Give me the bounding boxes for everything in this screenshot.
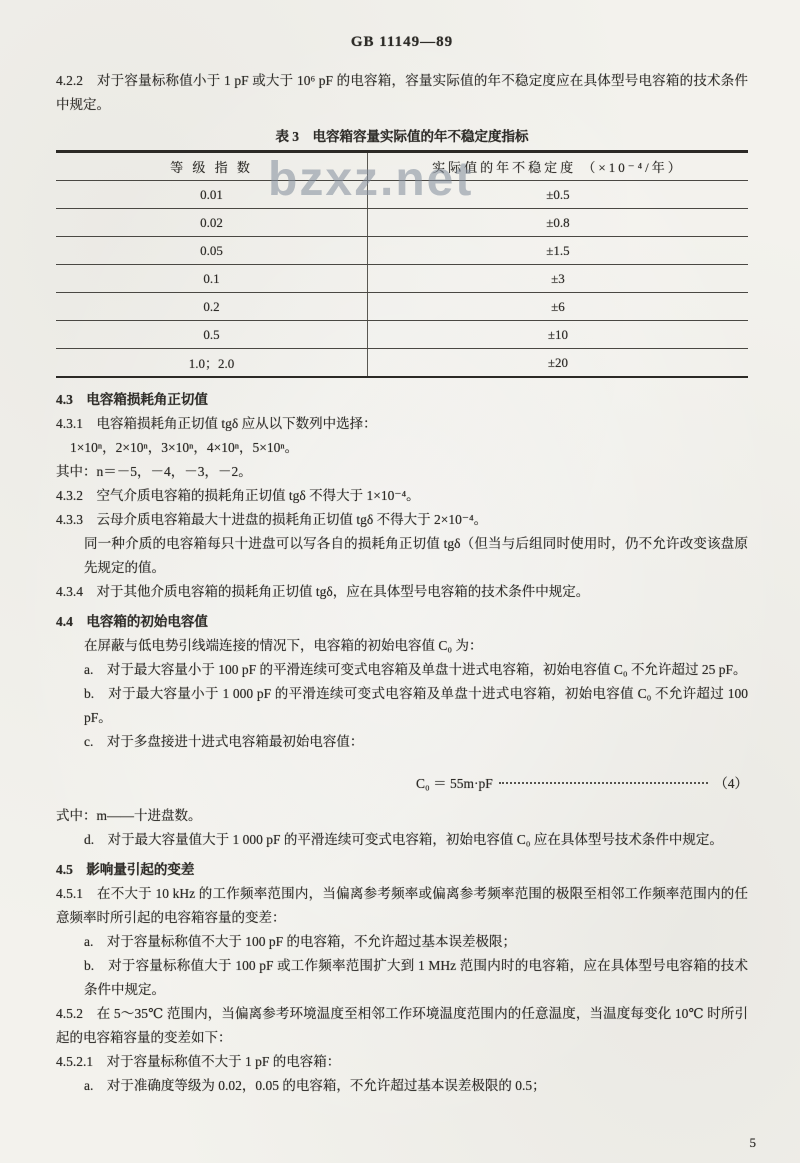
grade-cell: 0.01 [56, 181, 367, 209]
clause-4-5-1: 4.5.1 在不大于 10 kHz 的工作频率范围内，当偏离参考频率或偏离参考频率范围的极限至相邻工作频率范围内的任意频率时所引起的电容箱容量的变差： [56, 886, 748, 925]
formula-number: （4） [714, 776, 748, 791]
grade-cell: 0.02 [56, 209, 367, 237]
clause-4-2-2: 4.2.2 对于容量标称值小于 1 pF 或大于 10⁶ pF 的电容箱，容量实际值的年不稳定度应在具体型号电容箱的技术条件中规定。 [56, 73, 748, 112]
clause-4-3-3: 4.3.3 云母介质电容箱最大十进盘的损耗角正切值 tgδ 不得大于 2×10⁻⁴。 [56, 512, 488, 527]
clause-4-4-item-d: d. 对于最大容量值大于 1 000 pF 的平滑连续可变式电容箱，初始电容值 C₀ 应在具体型号技术条件中规定。 [84, 832, 723, 847]
clause-4-4-heading: 4.4 电容箱的初始电容值 [56, 614, 208, 629]
value-cell: ±3 [367, 265, 748, 293]
table-row [56, 293, 748, 321]
clause-4-3-2: 4.3.2 空气介质电容箱的损耗角正切值 tgδ 不得大于 1×10⁻⁴。 [56, 488, 420, 503]
grade-cell: 0.2 [56, 293, 367, 321]
clause-4-5-2-1-item-a: a. 对于准确度等级为 0.02，0.05 的电容箱，不允许超过基本误差极限的 0.5； [84, 1078, 546, 1093]
page-number: 5 [749, 1135, 756, 1150]
table-header-row [56, 152, 748, 181]
watermark: bzxz.net [268, 153, 474, 206]
table-title: 表 3 电容箱容量实际值的年不稳定度指标 [275, 129, 529, 144]
table-row [56, 209, 748, 237]
clause-4-4-where: 式中：m——十进盘数。 [56, 808, 202, 823]
clause-4-3-4: 4.3.4 对于其他介质电容箱的损耗角正切值 tgδ，应在具体型号电容箱的技术条件中规定。 [56, 584, 590, 599]
table-row [56, 237, 748, 265]
clause-4-3-1-series: 1×10ⁿ，2×10ⁿ，3×10ⁿ，4×10ⁿ，5×10ⁿ。 [70, 440, 299, 455]
col-header-grade: 等 级 指 数 [56, 152, 367, 181]
value-cell: ±0.5 [367, 181, 748, 209]
clause-4-5-heading: 4.5 影响量引起的变差 [56, 862, 195, 877]
clause-4-5-2: 4.5.2 在 5～35℃ 范围内，当偏离参考环境温度至相邻工作环境温度范围内的任意温度，当温度每变化 10℃ 时所引起的电容箱容量的变差如下： [56, 1006, 748, 1045]
clause-4-5-2-1: 4.5.2.1 对于容量标称值不大于 1 pF 的电容箱： [56, 1054, 341, 1069]
stability-table [56, 150, 748, 378]
value-cell: ±10 [367, 321, 748, 349]
value-cell: ±6 [367, 293, 748, 321]
formula-leader-dots [499, 782, 709, 784]
table-row [56, 181, 748, 209]
grade-cell: 1.0；2.0 [56, 349, 367, 378]
clause-4-3-heading: 4.3 电容箱损耗角正切值 [56, 392, 208, 407]
clause-4-4-item-c: c. 对于多盘接进十进式电容箱最初始电容值： [84, 734, 364, 749]
value-cell: ±20 [547, 354, 569, 370]
clause-4-4-item-b: b. 对于最大容量小于 1 000 pF 的平滑连续可变式电容箱及单盘十进式电容箱，初始电容值 C₀ 不允许超过 100 pF。 [84, 686, 748, 725]
clause-4-4-item-a: a. 对于最大容量小于 100 pF 的平滑连续可变式电容箱及单盘十进式电容箱，初始电容值 C₀ 不允许超过 25 pF。 [84, 662, 747, 677]
table-row [56, 321, 748, 349]
standard-number-header: GB 11149—89 [350, 34, 454, 50]
clause-4-5-1-item-a: a. 对于容量标称值不大于 100 pF 的电容箱，不允许超过基本误差极限； [84, 934, 516, 949]
grade-cell: 0.05 [56, 237, 367, 265]
clause-4-5-1-item-b: b. 对于容量标称值大于 100 pF 或工作频率范围扩大到 1 MHz 范围内时的电容箱，应在具体型号电容箱的技术条件中规定。 [84, 958, 748, 997]
clause-4-3-1: 4.3.1 电容箱损耗角正切值 tgδ 应从以下数列中选择： [56, 416, 377, 431]
clause-4-3-1-note: 其中：n＝－5，－4，－3，－2。 [56, 464, 252, 479]
grade-cell: 0.5 [56, 321, 367, 349]
formula-expression: C₀ ＝ 55m·pF [416, 776, 493, 791]
clause-4-3-3-continued: 同一种介质的电容箱每只十进盘可以写各自的损耗角正切值 tgδ（但当与后组同时使用时，仍不允许改变该盘原先规定的值。 [84, 536, 748, 575]
formula-4 [56, 772, 748, 796]
grade-cell: 0.1 [56, 265, 367, 293]
col-header-instability: 实际值的年不稳定度 （×10⁻⁴/年） [367, 152, 748, 181]
value-cell: ±1.5 [367, 237, 748, 265]
table-row [56, 349, 748, 378]
table-row [56, 265, 748, 293]
value-cell: ±0.8 [367, 209, 748, 237]
clause-4-4-intro: 在屏蔽与低电势引线端连接的情况下，电容箱的初始电容值 C₀ 为： [84, 638, 483, 653]
